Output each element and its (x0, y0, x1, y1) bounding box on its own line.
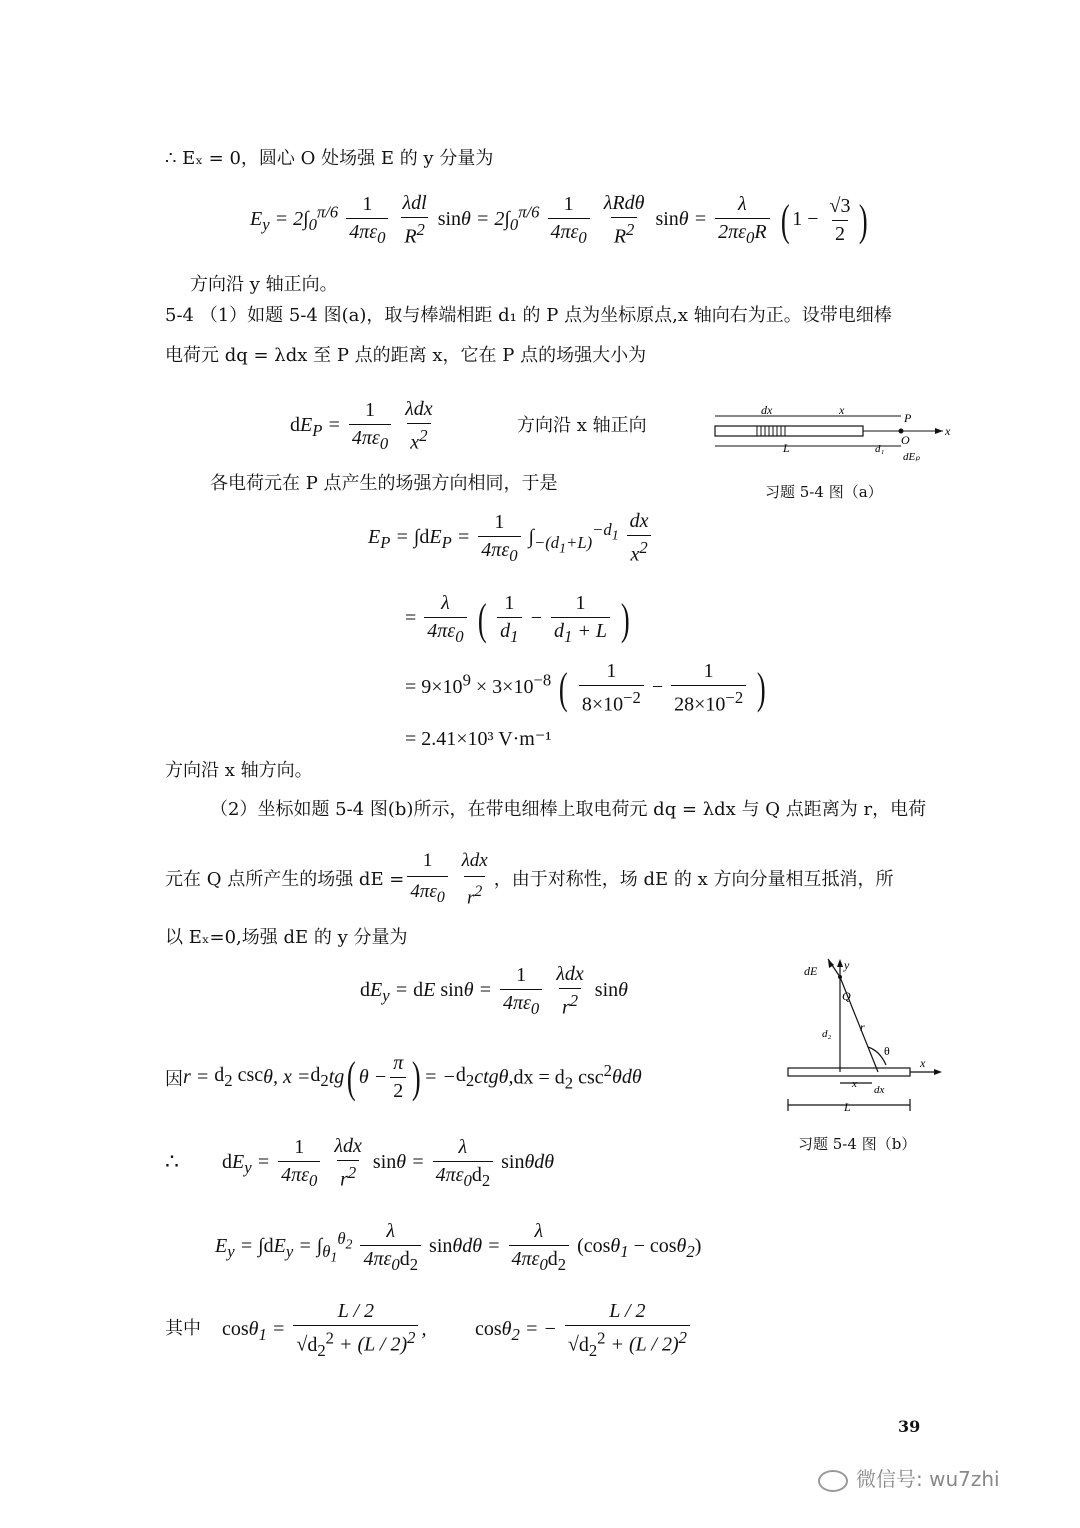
fig-b-label-q: Q (842, 989, 851, 1003)
equation-cos-theta1: cosθ$_1$ = $\frac{L / 2}{√d_2^2 + (L / 2)^2}$ , (222, 1300, 427, 1360)
equation-dey-substituted: $dE_y$ = $\frac{1}{4\pi\varepsilon_0}$ $\frac{\text{λdx}}{r^2}$ sinθ = $\frac{\lambda}{4\pi\varepsilon_0d_2}$ sinθdθ (222, 1135, 555, 1191)
text-line-9b: ，由于对称性，场 dE 的 x 方向分量相互抵消，所 (493, 868, 894, 890)
equation-ep-step3: = $9\times 10^9 \times 3\times 10^{-8}$ ( $\frac{1}{8\times 10^{-2}}$ − $\frac{1}{28\times 10^{-2}}$ ) (405, 660, 766, 716)
fig-b-label-r: r (860, 1020, 865, 1034)
figure-b-caption: 习题 5-4 图（b） (798, 1135, 917, 1153)
equation-ep-result: = 2.41×10³ V·m⁻¹ (405, 728, 552, 750)
fig-a-label-o: O (901, 433, 910, 447)
text-line-9a: 元在 Q 点所产生的场强 dE = (165, 868, 405, 890)
direction-note: 方向沿 x 轴正向 (517, 415, 647, 436)
equation-ey-integral: $E_y = 2\int_0^{\pi/6}$ $\frac{1}{4\pi\varepsilon_0}$ $\frac{\text{λdl}}{R^2}$ $\sin\theta = 2\int_0^{\pi/6}$ $\frac{1}{4\pi\varepsilon_0}$ $\frac{\text{λRdθ}}{R^2}$ sinθ = $\frac{\lambda}{2\pi\varepsilon_0R}$ ( 1 − $\frac{√3}{2}$ ) (250, 192, 869, 248)
figure-a-rod-diagram (705, 402, 955, 474)
fig-a-label-dx: dx (761, 403, 773, 417)
watermark (818, 1463, 1000, 1492)
equation-ey-final: $E_y = \int dE_y = \int_{\theta_1}^{\theta_2}$ $\frac{\lambda}{4\pi\varepsilon_0d_2}$ sinθdθ = $\frac{\lambda}{4\pi\varepsilon_0d_2}$ (cosθ$_1$ − cosθ$_2$) (215, 1220, 702, 1274)
fig-b-label-de: dE (804, 964, 818, 978)
text-line-4: 电荷元 dq = λdx 至 P 点的距离 x，它在 P 点的场强大小为 (165, 345, 647, 366)
fig-a-label-dep: dEₚ (903, 451, 920, 463)
text-line-3: 5-4 （1）如题 5-4 图(a)，取与棒端相距 d₁ 的 P 点为坐标原点,x 轴向右为正。设带电细棒 (165, 305, 892, 326)
figure-a-caption: 习题 5-4 图（a） (765, 483, 883, 501)
figure-b-rod-diagram (780, 955, 950, 1115)
text-line-9 (165, 848, 893, 911)
fig-b-label-y: y (844, 958, 850, 972)
equation-dep: $dE_P$ = $\frac{1}{4\pi\varepsilon_0}$ $\frac{\text{λdx}}{x^2}$ (290, 398, 433, 454)
text-line-2: 方向沿 y 轴正向。 (190, 274, 338, 295)
fig-b-label-d2: d₂ (822, 1028, 832, 1040)
text-line-8: （2）坐标如题 5-4 图(b)所示，在带电细棒上取电荷元 dq = λdx 与 Q 点距离为 r，电荷 (210, 799, 927, 820)
fig-b-label-theta: θ (884, 1044, 890, 1058)
text-line-10: 以 Eₓ=0,场强 dE 的 y 分量为 (165, 927, 408, 948)
equation-substitution: 因 r = $d_2$ csc θ, x = $d_2$ tg ( θ − $\frac{\pi}{2}$ ) = − $d_2$ ctgθ, dx = $d_2$ $\csc^2$ θdθ (165, 1052, 642, 1102)
fig-b-label-x-axis: x (920, 1056, 926, 1070)
fig-b-label-x: x (852, 1078, 857, 1090)
inline-fraction-de: $\frac{1}{4\pi\varepsilon_0}$ $\frac{\text{λdx}}{r^2}$ (404, 848, 493, 911)
text-line-1: ∴ Eₓ = 0，圆心 O 处场强 E 的 y 分量为 (165, 148, 494, 169)
equation-cos-theta2: cosθ$_2$ = − $\frac{L / 2}{√d_2^2 + (L / 2)^2}$ (475, 1300, 693, 1361)
fig-a-label-d1: d₁ (875, 443, 885, 455)
equation-dey: $dE_y$ = dE sinθ = $\frac{1}{4\pi\varepsilon_0}$ $\frac{\text{λdx}}{r^2}$ sinθ (360, 963, 628, 1019)
fig-b-label-l: L (844, 1100, 851, 1114)
equation-ep-integral: $E_P = \int dE_P$ = $\frac{1}{4\pi\varepsilon_0}$ $\int_{-(d_1+L)}^{-d_1}$ $\frac{dx}{x^2}$ (368, 510, 655, 567)
equation-ep-step2: = $\frac{\lambda}{4\pi\varepsilon_0}$ ( $\frac{1}{d_1}$ − $\frac{1}{d_1 + L}$ ) (405, 592, 630, 646)
fig-a-label-x-axis: x (945, 424, 951, 438)
fig-a-label-p: P (904, 411, 912, 425)
watermark-text: 微信号: wu7zhi (856, 1467, 1000, 1491)
wechat-icon (818, 1470, 848, 1492)
fig-b-label-dx: dx (874, 1084, 885, 1096)
text-line-7: 方向沿 x 轴方向。 (165, 760, 313, 781)
text-line-6: 各电荷元在 P 点产生的场强方向相同，于是 (210, 473, 558, 494)
page-number: 39 (898, 1417, 921, 1436)
text-line-12: 其中 (165, 1318, 201, 1339)
therefore-symbol: ∴ (165, 1150, 179, 1175)
fig-a-label-x: x (839, 403, 845, 417)
fig-a-label-l: L (783, 441, 790, 455)
